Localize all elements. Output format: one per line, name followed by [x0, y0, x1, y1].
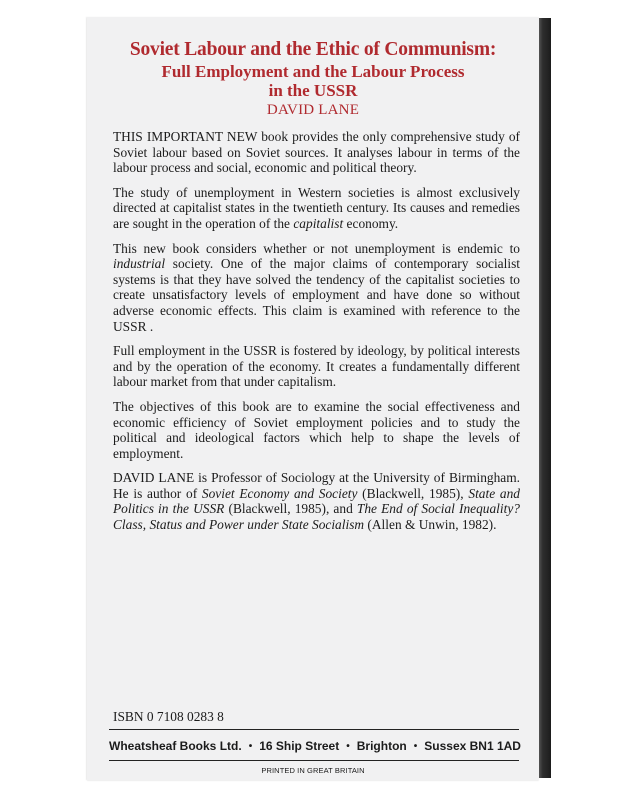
divider-bottom	[109, 760, 519, 761]
printed-in: PRINTED IN GREAT BRITAIN	[261, 766, 365, 775]
book-title-line-2: Full Employment and the Labour Process	[161, 62, 465, 81]
publisher-postcode: Sussex BN1 1AD	[424, 739, 521, 753]
book-spine	[537, 18, 551, 778]
bullet-separator: •	[248, 740, 253, 752]
publisher-line	[109, 739, 521, 753]
paragraph-2: The study of unemployment in Western societies is almost exclusively directed at capitalist states in the twentieth century. Its causes and remedies are sought in the operation of the capitalist economy.	[113, 184, 520, 231]
author-bio: DAVID LANE is Professor of Sociology at the University of Birmingham. He is author of Soviet Economy and Society (Blackwell, 1985), State and Politics in the USSR (Blackwell, 1985), and The End of Social Inequality? Class, Status and Power under State Socialism (Allen & Unwin, 1982).	[113, 470, 520, 533]
author-name: DAVID LANE	[266, 102, 360, 118]
back-cover	[87, 17, 539, 780]
paragraph-4: Full employment in the USSR is fostered by ideology, by political interests and by the operation of the economy. It creates a fundamentally different labour market from that under capitalism.	[113, 343, 520, 390]
book-title-line-3: in the USSR	[268, 81, 358, 100]
paragraph-3: This new book considers whether or not unemployment is endemic to industrial society. One of the major claims of contemporary socialist systems is that they have solved the tendency of the capitalist societies to create unsatisfactory levels of employment and have done so without adverse economic effects. This claim is examined with reference to the USSR .	[113, 240, 520, 334]
paragraph-5: The objectives of this book are to examine the social effectiveness and economic efficiency of Soviet employment policies and to study the political and ideological factors which help to shape the levels of employment.	[113, 398, 520, 461]
book-title-line-1: Soviet Labour and the Ethic of Communism:	[129, 39, 497, 60]
paragraph-1: THIS IMPORTANT NEW book provides the only comprehensive study of Soviet labour based on Soviet sources. It analyses labour in terms of the labour process and social, economic and political theory.	[113, 129, 520, 176]
bullet-separator: •	[346, 740, 350, 752]
isbn: ISBN 0 7108 0283 8	[113, 709, 224, 724]
publisher-city: Brighton	[356, 739, 407, 753]
blurb	[113, 129, 520, 533]
publisher-street: 16 Ship Street	[259, 739, 340, 753]
divider-top	[109, 729, 519, 730]
bullet-separator: •	[413, 740, 418, 752]
publisher-name: Wheatsheaf Books Ltd.	[109, 739, 242, 753]
title-block	[87, 39, 539, 119]
